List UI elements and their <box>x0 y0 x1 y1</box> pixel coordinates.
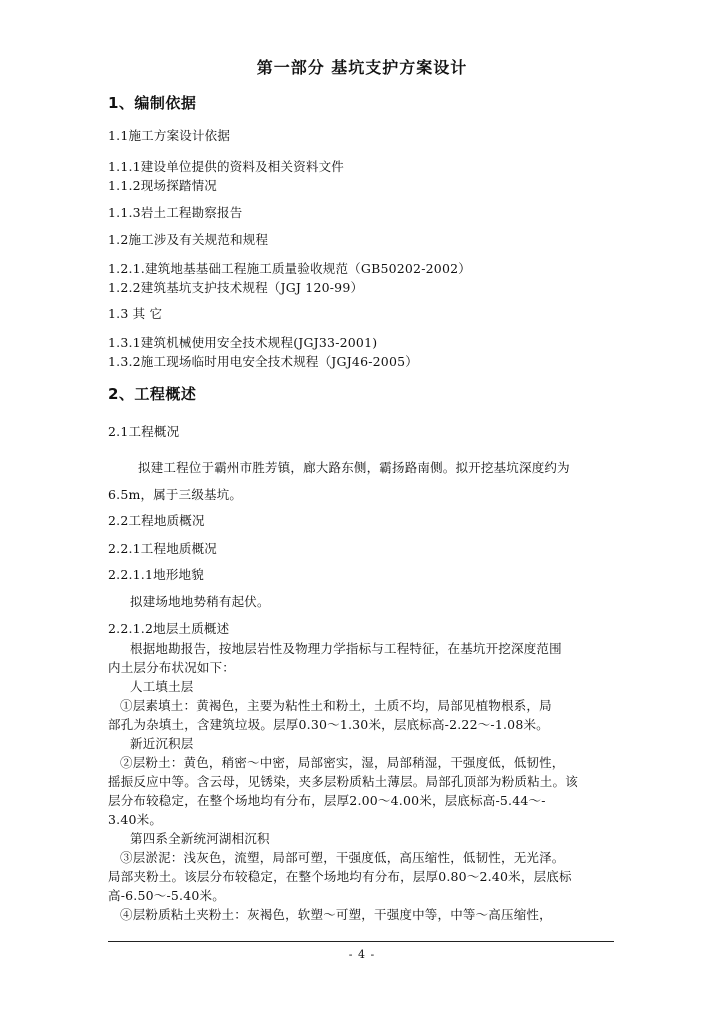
strata-intro-line-1: 根据地勘报告，按地层岩性及物理力学指标与工程特征，在基坑开挖深度范围 <box>130 641 562 656</box>
page-title: 第一部分 基坑支护方案设计 <box>256 58 468 77</box>
subsection-1-2-1: 1.2.1.建筑地基基础工程施工质量验收规范（GB50202-2002） <box>108 261 471 276</box>
overview-line-1: 拟建工程位于霸州市胜芳镇，廊大路东侧，霸扬路南侧。拟开挖基坑深度约为 <box>138 460 570 475</box>
layer-2-line-1: ②层粉土：黄色，稍密～中密，局部密实，湿，局部稍湿，干强度低，低韧性， <box>120 755 565 770</box>
layer-1-line-1: ①层素填土：黄褐色，主要为粘性土和粉土，土质不均，局部见植物根系，局 <box>120 698 552 713</box>
strata-intro-line-2: 内土层分布状况如下： <box>108 660 236 675</box>
subsection-1-1-1: 1.1.1建设单位提供的资料及相关资料文件 <box>108 159 345 174</box>
subsection-1-2: 1.2施工涉及有关规范和规程 <box>108 232 269 247</box>
subsection-2-2: 2.2工程地质概况 <box>108 513 205 528</box>
overview-line-2: 6.5m，属于三级基坑。 <box>108 487 243 502</box>
subsection-1-3-1: 1.3.1建筑机械使用安全技术规程(JGJ33-2001) <box>108 335 378 350</box>
group-title-fill: 人工填土层 <box>130 679 194 694</box>
layer-2-line-3: 层分布较稳定，在整个场地均有分布，层厚2.00～4.00米，层底标高-5.44～- <box>108 793 546 808</box>
terrain-text: 拟建场地地势稍有起伏。 <box>130 594 270 609</box>
subsection-1-1: 1.1施工方案设计依据 <box>108 128 231 143</box>
subsection-1-3: 1.3 其 它 <box>108 306 163 321</box>
subsection-1-3-2: 1.3.2施工现场临时用电安全技术规程（JGJ46-2005） <box>108 354 418 369</box>
section-heading-2: 2、工程概述 <box>108 385 197 403</box>
subsection-1-2-2: 1.2.2建筑基坑支护技术规程（JGJ 120-99） <box>108 280 364 295</box>
subsection-1-1-3: 1.1.3岩土工程勘察报告 <box>108 205 243 220</box>
group-title-recent: 新近沉积层 <box>130 736 194 751</box>
section-heading-1: 1、编制依据 <box>108 94 197 112</box>
layer-2-line-2: 摇振反应中等。含云母，见锈染，夹多层粉质粘土薄层。局部孔顶部为粉质粘土。该 <box>108 774 578 789</box>
subsection-2-2-1: 2.2.1工程地质概况 <box>108 541 218 556</box>
layer-3-line-1: ③层淤泥：浅灰色，流塑，局部可塑，干强度低，高压缩性，低韧性，无光泽。 <box>120 850 565 865</box>
subsection-2-2-1-2: 2.2.1.2地层土质概述 <box>108 621 230 636</box>
layer-3-line-2: 局部夹粉土。该层分布较稳定，在整个场地均有分布，层厚0.80～2.40米，层底标 <box>108 869 572 884</box>
subsection-2-1: 2.1工程概况 <box>108 424 180 439</box>
layer-3-line-3: 高-6.50～-5.40米。 <box>108 888 225 903</box>
layer-2-line-4: 3.40米。 <box>108 812 163 827</box>
group-title-quaternary: 第四系全新统河湖相沉积 <box>130 831 270 846</box>
footer-rule <box>108 941 614 942</box>
layer-4-line-1: ④层粉质粘土夹粉土：灰褐色，软塑～可塑，干强度中等，中等～高压缩性， <box>120 907 552 922</box>
subsection-2-2-1-1: 2.2.1.1地形地貌 <box>108 567 204 582</box>
layer-1-line-2: 部孔为杂填土，含建筑垃圾。层厚0.30～1.30米，层底标高-2.22～-1.08米。 <box>108 717 549 732</box>
subsection-1-1-2: 1.1.2现场探踏情况 <box>108 178 218 193</box>
page-number: - 4 - <box>348 948 376 961</box>
